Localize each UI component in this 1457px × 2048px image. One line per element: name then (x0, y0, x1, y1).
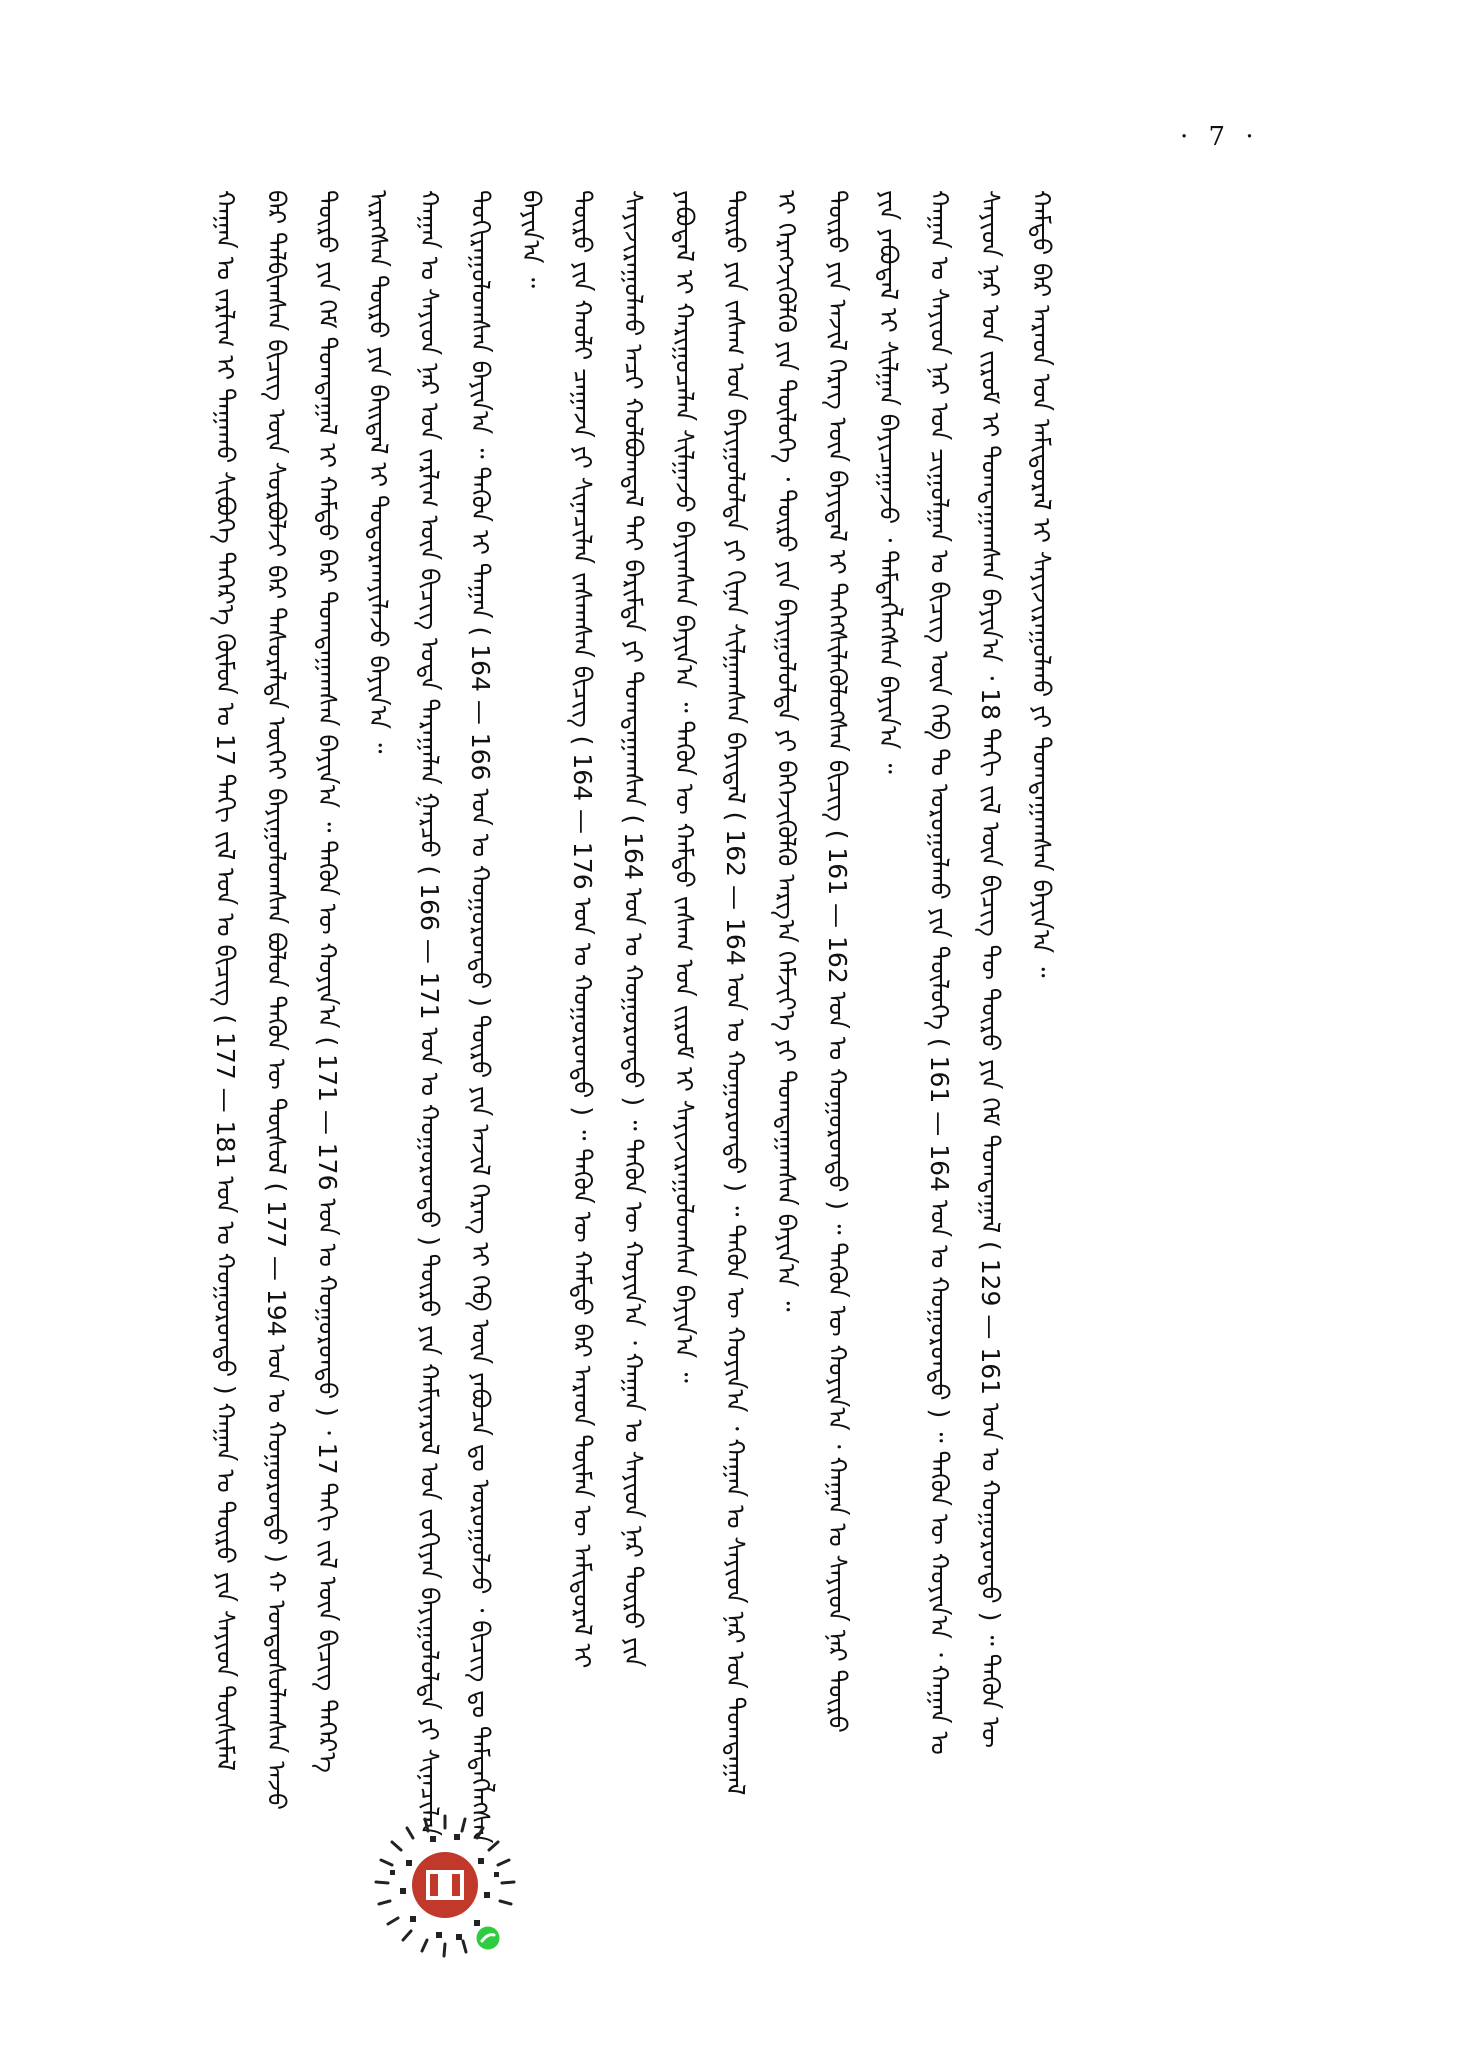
text-line: ᠰᠠᠶᠢᠵᠢᠷᠠᠭᠤᠯᠬᠤ ᠠᠴᠢ ᠬᠣᠯᠪᠣᠭᠳᠠᠯ ᠲᠠᠢ ᠪᠠᠷᠢᠮᠲᠠ ᠶᠢ ᠲᠣᠭᠲᠠᠭᠠᠭᠰᠠᠨ ( 164 ᠣᠨ ᠤ ᠬᠣᠭᠣᠷᠣᠨᠳᠣ ) ᠃ ᠲᠡᠭᠦᠨ ᠦ ᠬᠣᠶᠢᠨ᠎ᠠ ᠂ ᠬᠠᠭᠠᠨ ᠤ ᠰᠠᠶᠢᠳ ᠨᠠᠷ ᠲᠥᠷᠥ ᠶᠢᠨ (619, 190, 648, 1668)
text-line: ᠲᠥᠷᠥ ᠶᠢᠨ ᠵᠠᠰᠠᠭ ᠤᠨ ᠪᠠᠶᠢᠭᠤᠯᠤᠯᠲᠠ ᠶᠢ ᠬᠢᠨᠠᠨ ᠰᠢᠯᠭᠠᠭᠰᠠᠨ ᠪᠠᠶᠢᠳᠠᠯ ( 162 — 164 ᠣᠨ ᠤ ᠬᠣᠭᠣᠷᠣᠨᠳᠣ ) ᠃ ᠲᠡᠭᠦᠨ ᠦ ᠬᠣᠶᠢᠨ᠎ᠠ ᠂ ᠬᠠᠭᠠᠨ ᠤ ᠰᠠᠶᠢᠳ ᠨᠠᠷ ᠤᠨ ᠲᠣᠭᠲᠠᠭᠠᠯ (721, 190, 750, 1796)
text-line: ᠢ ᠬᠡᠷᠡᠭᠵᠢᠭᠦᠯᠬᠦ ᠶᠢᠨ ᠲᠥᠯᠦᠭᠡ ᠂ ᠲᠥᠷᠥ ᠶᠢᠨ ᠪᠠᠶᠢᠭᠤᠯᠤᠯᠲᠠ ᠶᠢ ᠪᠡᠬᠡᠵᠢᠭᠦᠯᠬᠦ ᠠᠷᠭ᠎ᠠ ᠬᠡᠮᠵᠢᠶ᠎ᠡ ᠶᠢ ᠲᠣᠭᠲᠠᠭᠠᠭᠰᠠᠨ ᠪᠠᠶᠢᠨ᠎ᠠ ᠃ (772, 190, 801, 1312)
text-line: ᠲᠥᠷᠥ ᠶᠢᠨ ᠠᠵᠢᠯ ᠬᠡᠷᠡᠭ ᠦᠨ ᠪᠠᠶᠢᠳᠠᠯ ᠢ ᠳᠡᠭᠡᠭᠰᠢᠯᠡᠭᠦᠯᠦᠭᠰᠡᠨ ᠪᠢᠴᠢᠭ ( 161 — 162 ᠣᠨ ᠤ ᠬᠣᠭᠣᠷᠣᠨᠳᠣ ) ᠃ ᠲᠡᠭᠦᠨ ᠦ ᠬᠣᠶᠢᠨ᠎ᠠ ᠂ ᠬᠠᠭᠠᠨ ᠤ ᠰᠠᠶᠢᠳ ᠨᠠᠷ ᠲᠥᠷᠥ (823, 190, 852, 1733)
page-number: · 7 · (1180, 122, 1260, 152)
paragraph (710, 190, 914, 1880)
text-line: ᠰᠠᠶᠢᠳ ᠨᠠᠷ ᠤᠨ ᠵᠢᠷᠤᠮ ᠢ ᠲᠣᠭᠲᠠᠭᠠᠭᠰᠠᠨ ᠪᠠᠶᠢᠨ᠎ᠠ ᠂ 18 ᠳᠡᠬᠢ ᠵᠢᠯ ᠦᠨ ᠪᠢᠴᠢᠭ ᠲᠦ ᠲᠥᠷᠥ ᠶᠢᠨ ᠬᠡᠮ ᠲᠣᠭᠲᠠᠭᠠᠯ ( 129 — 161 ᠣᠨ ᠤ ᠬᠣᠭᠣᠷᠣᠨᠳᠣ ) ᠃ ᠲᠡᠭᠦᠨ ᠦ (976, 190, 1005, 1748)
paragraph (200, 190, 404, 1880)
paragraph (914, 190, 1067, 1880)
text-line: ᠲᠥᠷᠥ ᠶᠢᠨ ᠬᠡᠮ ᠲᠣᠭᠲᠠᠭᠠᠯ ᠢ ᠬᠠᠮᠲᠤ ᠪᠠᠷ ᠲᠣᠭᠲᠠᠭᠠᠭᠰᠠᠨ ᠪᠠᠶᠢᠨ᠎ᠠ ᠃ ᠲᠡᠭᠦᠨ ᠦ ᠬᠣᠶᠢᠨ᠎ᠠ ( 171 — 176 ᠣᠨ ᠤ ᠬᠣᠭᠣᠷᠣᠨᠳᠣ ) ᠂ 17 ᠳᠡᠬᠢ ᠵᠢᠯ ᠦᠨ ᠪᠢᠴᠢᠭ ᠳᠡᠭᠡᠷ᠎ᠡ (313, 190, 342, 1773)
text-line: ᠲᠣᠬᠢᠷᠠᠭᠤᠯᠤᠭᠰᠠᠨ ᠪᠠᠶᠢᠨ᠎ᠠ ᠃ ᠲᠡᠭᠦᠨ ᠢ ᠳᠠᠭᠠᠨ ( 164 — 166 ᠣᠨ ᠤ ᠬᠣᠭᠣᠷᠣᠨᠳᠣ ) ᠲᠥᠷᠥ ᠶᠢᠨ ᠠᠵᠢᠯ ᠬᠡᠷᠡᠭ ᠢ ᠬᠡᠪ ᠦᠨ ᠶᠠᠪᠤᠴᠠ ᠳᠤ ᠣᠷᠤᠭᠤᠯᠵᠤ ᠂ ᠪᠢᠴᠢᠭ ᠳᠤ ᠲᠡᠮᠳᠡᠭᠯᠡᠭᠰᠡᠨ (466, 190, 495, 1844)
paragraph (557, 190, 710, 1880)
text-line: ᠬᠠᠮᠲᠤ ᠪᠠᠷ ᠠᠷᠠᠳ ᠤᠨ ᠠᠮᠢᠳᠤᠷᠠᠯ ᠢ ᠰᠠᠶᠢᠵᠢᠷᠠᠭᠤᠯᠬᠤ ᠶᠢ ᠲᠣᠭᠲᠠᠭᠠᠭᠰᠠᠨ ᠪᠠᠶᠢᠨ᠎ᠠ ᠃ (1027, 190, 1056, 978)
text-line: ᠬᠠᠭᠠᠨ ᠤ ᠵᠠᠷᠯᠢᠭ ᠢ ᠳᠠᠭᠠᠬᠤ ᠰᠢᠪᠦᠭᠡ ᠳᠡᠭᠡᠷ᠎ᠡ ᠬᠦᠮᠦᠨ ᠤ 17 ᠳᠡᠬᠢ ᠵᠢᠯ ᠤᠨ ᠤ ᠪᠢᠴᠢᠭ ( 177 — 181 ᠣᠨ ᠤ ᠬᠣᠭᠣᠷᠣᠨᠳᠣ ) ᠬᠠᠭᠠᠨ ᠤ ᠲᠥᠷᠥ ᠶᠢᠨ ᠰᠠᠶᠢᠳ ᠲᠦᠰᠢᠮᠡᠯ (211, 190, 240, 1771)
text-line: ᠬᠠᠭᠠᠨ ᠤ ᠰᠠᠶᠢᠳ ᠨᠠᠷ ᠤᠨ ᠵᠠᠷᠯᠢᠭ ᠦᠨ ᠪᠢᠴᠢᠭ ᠤᠳᠠ ᠳᠠᠷᠠᠭᠠᠯᠠᠨ ᠭᠠᠷᠴᠤ ( 166 — 171 ᠣᠨ ᠤ ᠬᠣᠭᠣᠷᠣᠨᠳᠣ ) ᠲᠥᠷᠥ ᠶᠢᠨ ᠬᠠᠮᠢᠶᠠᠷᠤᠯ ᠤᠨ ᠵᠣᠬᠢᠶᠠᠨ ᠪᠠᠶᠢᠭᠤᠯᠤᠯᠲᠠ ᠶᠢ ᠰᠢᠨᠡᠴᠢᠯᠡᠨ (415, 190, 444, 1837)
book-logo-icon (412, 1852, 478, 1918)
text-line: ᠢᠷᠡᠭᠰᠡᠨ ᠲᠥᠷᠥ ᠶᠢᠨ ᠪᠠᠢᠳᠠᠯ ᠢ ᠲᠣᠳᠣᠷᠬᠠᠶᠢᠯᠠᠵᠤ ᠪᠠᠶᠢᠨ᠎ᠠ ᠃ (364, 190, 393, 754)
link-badge-icon (475, 1925, 501, 1951)
paragraph (404, 190, 557, 1880)
text-line: ᠪᠠᠷ ᠲᠠᠯᠪᠢᠭᠰᠠᠨ ᠪᠢᠴᠢᠭ ᠦᠨ ᠰᠤᠷᠪᠤᠯᠵᠢ ᠪᠠᠷ ᠲᠠᠰᠤᠷᠠᠯᠲᠠ ᠦᠭᠡᠢ ᠪᠠᠶᠢᠭᠤᠯᠤᠭᠰᠠᠨ ᠪᠣᠯᠤᠨ ᠲᠡᠭᠦᠨ ᠦ ᠲᠥᠰᠥᠯ ( 177 — 194 ᠣᠨ ᠤ ᠬᠣᠭᠣᠷᠣᠨᠳᠣ ) ᠭ᠋ ᠤᠨᠳᠤᠰᠤᠯᠠᠭᠰᠠᠨ ᠠᠵᠤ (262, 190, 291, 1810)
text-line: ᠬᠠᠭᠠᠨ ᠤ ᠰᠠᠶᠢᠳ ᠨᠠᠷ ᠤᠨ ᠴᠢᠭᠤᠯᠭᠠᠨ ᠤ ᠪᠢᠴᠢᠭ ᠦᠨ ᠬᠡᠪ ᠲᠤ ᠤᠷᠤᠭᠤᠯᠬᠤ ᠶᠢᠨ ᠲᠥᠯᠦᠭᠡ ( 161 — 164 ᠣᠨ ᠤ ᠬᠣᠭᠣᠷᠣᠨᠳᠣ ) ᠃ ᠲᠡᠭᠦᠨ ᠦ ᠬᠣᠶᠢᠨ᠎ᠠ ᠂ ᠬᠠᠭᠠᠨ ᠤ (925, 190, 954, 1755)
qr-code-stamp[interactable] (370, 1812, 520, 1962)
text-line: ᠶᠢᠨ ᠶᠠᠪᠤᠳᠠᠯ ᠢ ᠰᠢᠯᠭᠠᠨ ᠪᠠᠶᠢᠴᠠᠭᠠᠵᠤ ᠂ ᠲᠡᠮᠳᠡᠭᠯᠡᠭᠰᠡᠨ ᠪᠠᠶᠢᠨ᠎ᠠ ᠃ (874, 190, 903, 774)
body-text (200, 190, 1280, 1880)
text-line: ᠶᠠᠪᠤᠳᠠᠯ ᠢ ᠬᠠᠷᠢᠭᠤᠴᠠᠯᠠᠨ ᠰᠢᠯᠭᠠᠵᠤ ᠪᠠᠶᠢᠭᠰᠠᠨ ᠪᠠᠶᠢᠨ᠎ᠠ ᠃ ᠲᠡᠭᠦᠨ ᠦ ᠬᠠᠮᠲᠤ ᠵᠠᠰᠠᠭ ᠤᠨ ᠵᠢᠷᠤᠮ ᠢ ᠰᠠᠶᠢᠵᠢᠷᠠᠭᠤᠯᠤᠭᠰᠠᠨ ᠪᠠᠶᠢᠨ᠎ᠠ ᠃ (670, 190, 699, 1383)
text-line: ᠲᠥᠷᠥ ᠶᠢᠨ ᠬᠠᠤᠯᠢ ᠴᠠᠭᠠᠵᠠ ᠶᠢ ᠰᠢᠨᠡᠴᠢᠯᠡᠨ ᠵᠠᠰᠠᠭᠰᠠᠨ ᠪᠢᠴᠢᠭ ( 164 — 176 ᠣᠨ ᠤ ᠬᠣᠭᠣᠷᠣᠨᠳᠣ ) ᠃ ᠲᠡᠭᠦᠨ ᠦ ᠬᠠᠮᠲᠤ ᠪᠠᠷ ᠠᠷᠠᠳ ᠲᠦᠮᠡᠨ ᠦ ᠠᠮᠢᠳᠤᠷᠠᠯ ᠢ (568, 190, 597, 1669)
text-line: ᠪᠠᠶᠢᠨ᠎ᠠ ᠃ (517, 190, 546, 288)
